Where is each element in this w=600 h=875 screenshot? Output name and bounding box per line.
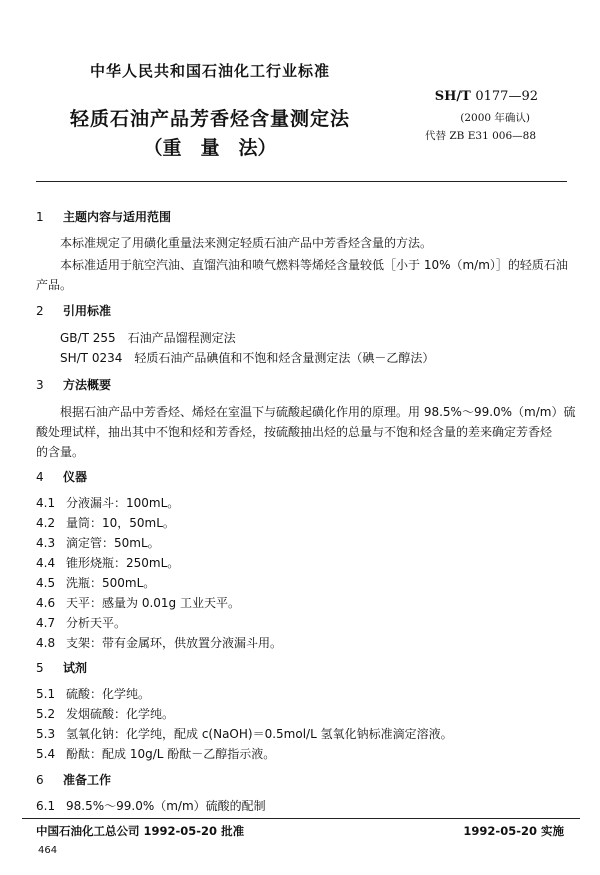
list-item	[36, 594, 240, 611]
confirmation-note: (2000 年确认)	[460, 112, 530, 124]
item-number: 6.1	[36, 799, 56, 813]
item-number: 5.3	[36, 727, 56, 741]
section-3-text-line: 根据石油产品中芳香烃、烯烃在室温下与硫酸起磺化作用的原理。用 98.5%～99.0%（m/m）硫	[60, 405, 576, 419]
section-title: 试剂	[63, 661, 88, 675]
item-number: 4.8	[36, 636, 56, 650]
item-text: 氢氧化钠：化学纯，配成 c(NaOH)＝0.5mol/L 氢氧化钠标准滴定溶液。	[66, 727, 453, 741]
footer-divider	[22, 818, 580, 819]
section-title: 仪器	[63, 470, 88, 484]
approval-note: 中国石油化工总公司 1992-05-20 批准	[36, 824, 245, 838]
item-text: 发烟硫酸：化学纯。	[66, 707, 175, 721]
section-number: 4	[36, 470, 44, 484]
section-3-text-line: 的含量。	[36, 445, 85, 459]
list-item	[36, 634, 282, 651]
section-1-paragraph-2-cont: 产品。	[36, 278, 73, 292]
section-title: 方法概要	[63, 378, 112, 392]
page-number: 464	[38, 845, 58, 856]
item-text: 酚酞：配成 10g/L 酚酞－乙醇指示液。	[66, 747, 276, 761]
section-1-heading	[36, 208, 171, 225]
section-number: 5	[36, 661, 44, 675]
section-3-heading	[36, 376, 111, 393]
item-number: 5.1	[36, 687, 56, 701]
list-item	[36, 705, 174, 722]
issuing-body-header: 中华人民共和国石油化工行业标准	[89, 62, 330, 80]
effective-date: 1992-05-20 实施	[463, 824, 564, 838]
item-text: 分析天平。	[66, 616, 127, 630]
item-number: 4.3	[36, 536, 56, 550]
item-number: 4.7	[36, 616, 56, 630]
section-5-heading	[36, 659, 87, 676]
list-item	[36, 514, 175, 531]
item-number: 4.5	[36, 576, 56, 590]
item-text: 量筒：10，50mL。	[66, 516, 175, 530]
item-text: 分液漏斗：100mL。	[66, 496, 180, 510]
item-number: 5.2	[36, 707, 56, 721]
section-number: 6	[36, 773, 44, 787]
section-2-heading	[36, 302, 111, 319]
section-number: 2	[36, 304, 44, 318]
standard-number	[435, 89, 538, 104]
section-1-paragraph-2: 本标准适用于航空汽油、直馏汽油和喷气燃料等烯烃含量较低［小于 10%（m/m）］的轻质石油	[60, 258, 568, 272]
header-divider	[36, 181, 567, 182]
replaces-note: 代替 ZB E31 006—88	[425, 130, 536, 142]
list-item	[36, 554, 179, 571]
list-item	[36, 725, 453, 742]
item-number: 4.4	[36, 556, 56, 570]
list-item	[36, 745, 275, 762]
document-subtitle: （重 量 法）	[143, 137, 277, 159]
item-text: 滴定管：50mL。	[66, 536, 160, 550]
item-text: 硫酸：化学纯。	[66, 687, 151, 701]
section-1-paragraph-1: 本标准规定了用磺化重量法来测定轻质石油产品中芳香烃含量的方法。	[60, 236, 433, 250]
section-title: 主题内容与适用范围	[63, 210, 172, 224]
section-number: 3	[36, 378, 44, 392]
section-4-heading	[36, 468, 87, 485]
list-item	[36, 685, 150, 702]
section-title: 引用标准	[63, 304, 112, 318]
item-text: 98.5%～99.0%（m/m）硫酸的配制	[66, 799, 266, 813]
item-number: 5.4	[36, 747, 56, 761]
item-text: 洗瓶：500mL。	[66, 576, 156, 590]
list-item	[36, 614, 126, 631]
section-3-text-line: 酸处理试样，抽出其中不饱和烃和芳香烃，按硫酸抽出烃的总量与不饱和烃含量的差来确定芳香烃	[36, 425, 553, 439]
list-item	[36, 494, 179, 511]
item-text: 天平：感量为 0.01g 工业天平。	[66, 596, 240, 610]
document-title: 轻质石油产品芳香烃含量测定法	[69, 108, 350, 130]
list-item	[36, 574, 155, 591]
standard-prefix: SH/T	[434, 89, 471, 104]
item-number: 4.2	[36, 516, 56, 530]
item-number: 4.6	[36, 596, 56, 610]
list-item	[36, 797, 266, 814]
reference-standard: SH/T 0234 轻质石油产品碘值和不饱和烃含量测定法（碘－乙醇法）	[60, 351, 435, 365]
section-number: 1	[36, 210, 44, 224]
item-text: 支架：带有金属环，供放置分液漏斗用。	[66, 636, 283, 650]
item-text: 锥形烧瓶：250mL。	[66, 556, 180, 570]
reference-standard: GB/T 255 石油产品馏程测定法	[60, 331, 236, 345]
item-number: 4.1	[36, 496, 56, 510]
standard-code-year: 0177—92	[475, 89, 538, 104]
list-item	[36, 534, 160, 551]
section-6-heading	[36, 771, 111, 788]
section-title: 准备工作	[63, 773, 112, 787]
